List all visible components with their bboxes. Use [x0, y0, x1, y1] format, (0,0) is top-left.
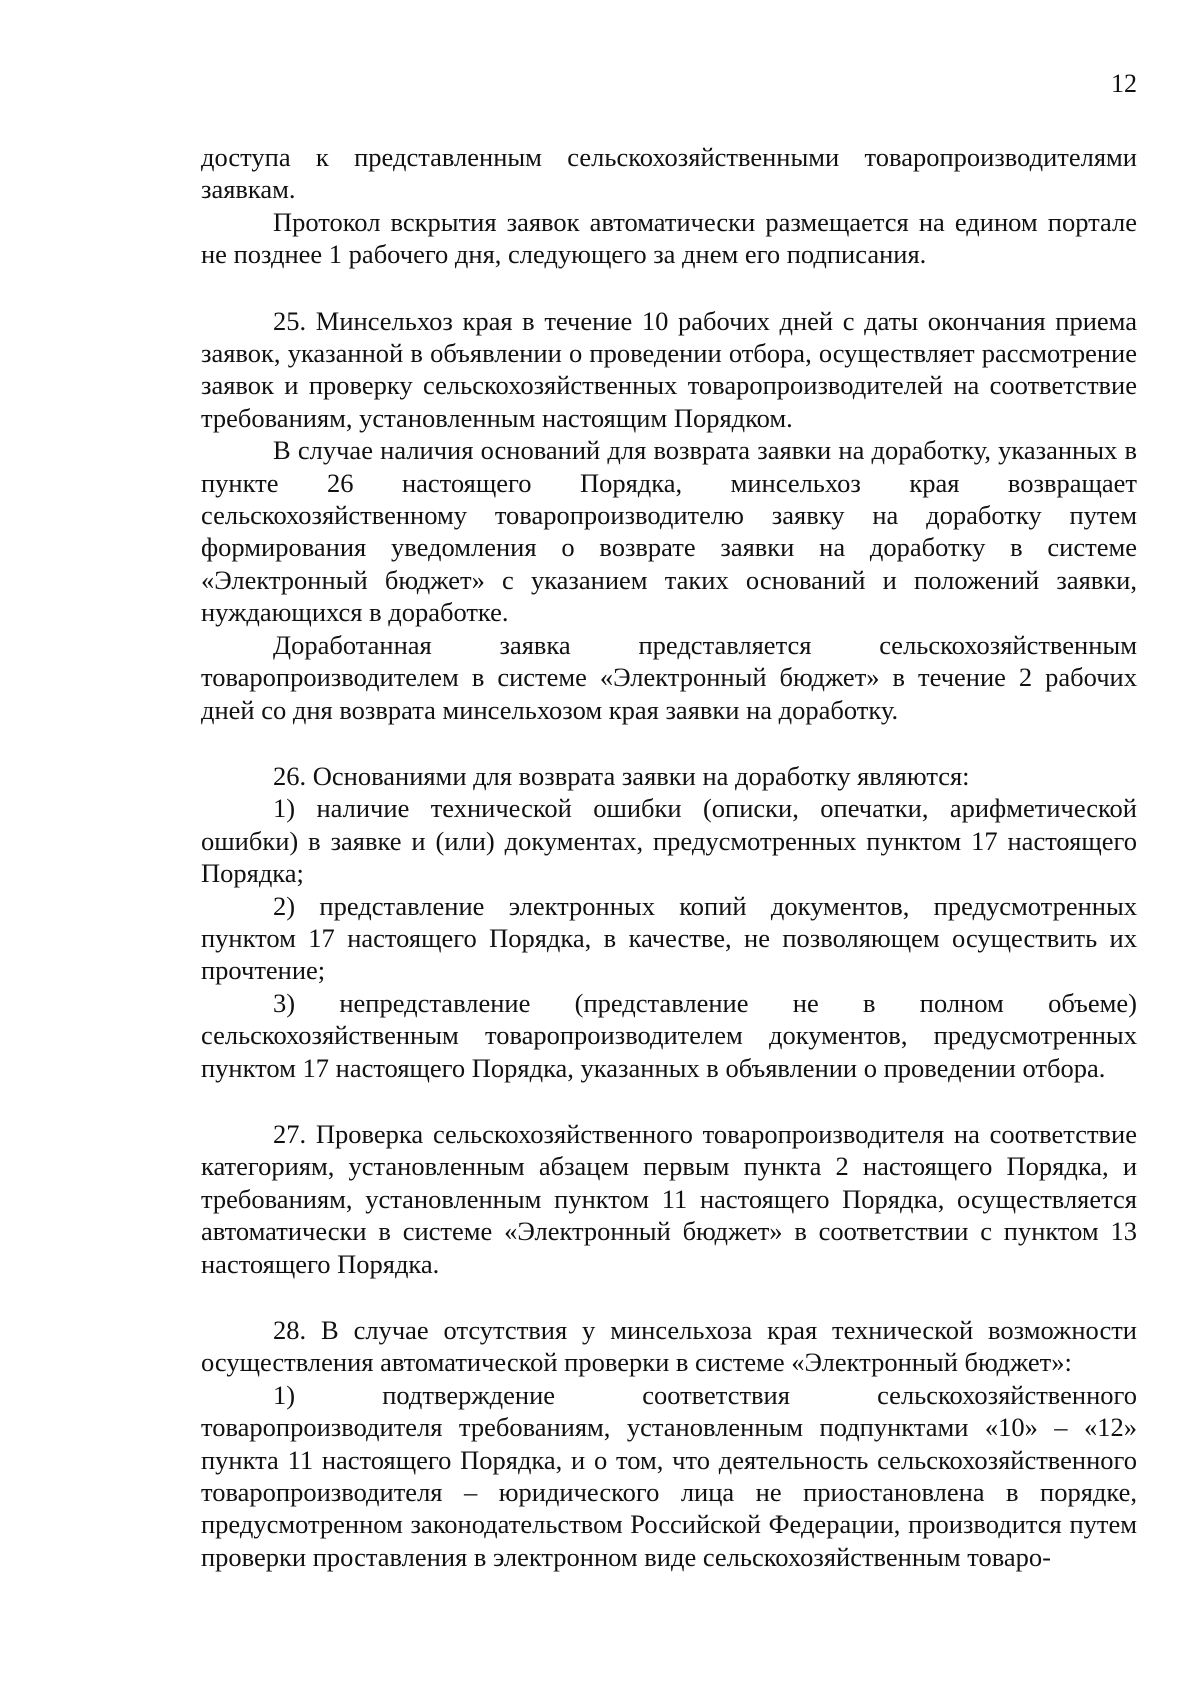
- paragraph-item-26-sub-3: 3) непредставление (представление не в полном объеме) сельскохозяйственным товаропроизводителем документов, предусмотренных пунктом 17 настоящего Порядка, указанных в объявлении о проведении отбора.: [201, 987, 1137, 1083]
- paragraph-item-25: 25. Минсельхоз края в течение 10 рабочих дней с даты окончания приема заявок, указанной в объявлении о проведении отбора, осуществляет рассмотрение заявок и проверку сельскохозяйственных товаропроизводителей на соответствие требованиям, установленным настоящим Порядком.: [201, 305, 1137, 433]
- paragraph-protocol: Протокол вскрытия заявок автоматически размещается на едином портале не позднее 1 рабочего дня, следующего за днем его подписания.: [201, 206, 1137, 270]
- paragraph-item-28: 28. В случае отсутствия у минсельхоза края технической возможности осуществления автоматической проверки в системе «Электронный бюджет»:: [201, 1315, 1137, 1378]
- section-gap: [201, 726, 1137, 760]
- section-gap: [201, 1280, 1137, 1314]
- paragraph-revised-application: Доработанная заявка представляется сельскохозяйственным товаропроизводителем в системе «Электронный бюджет» в течение 2 рабочих дней со дня возврата минсельхозом края заявки на доработку.: [201, 629, 1137, 725]
- section-gap: [201, 1084, 1137, 1118]
- paragraph-item-28-sub-1: 1) подтверждение соответствия сельскохозяйственного товаропроизводителя требованиям, установленным подпунктами «10» – «12» пункта 11 настоящего Порядка, и о том, что деятельность сельскохозяйственного товаропроизводителя – юридического лица не приостановлена в порядке, предусмотренном законодательством Российской Федерации, производится путем проверки проставления в электронном виде сельскохозяйственным товаро-: [201, 1379, 1137, 1572]
- paragraph-return-for-revision: В случае наличия оснований для возврата заявки на доработку, указанных в пункте 26 настоящего Порядка, минсельхоз края возвращает сельскохозяйственному товаропроизводителю заявку на доработку путем формирования уведомления о возврате заявки на доработку в системе «Электронный бюджет» с указанием таких оснований и положений заявки, нуждающихся в доработке.: [201, 435, 1137, 628]
- paragraph-item-26: 26. Основаниями для возврата заявки на доработку являются:: [273, 760, 970, 791]
- paragraph-continuation: доступа к представленным сельскохозяйственными товаропроизводителями заявкам.: [201, 142, 1137, 205]
- paragraph-item-26-sub-1: 1) наличие технической ошибки (описки, опечатки, арифметической ошибки) в заявке и (или) документах, предусмотренных пунктом 17 настоящего Порядка;: [201, 793, 1137, 889]
- page-number: 12: [1111, 69, 1137, 98]
- paragraph-item-26-sub-2: 2) представление электронных копий документов, предусмотренных пунктом 17 настоящего Порядка, в качестве, не позволяющем осуществить их прочтение;: [201, 890, 1137, 986]
- document-body: [201, 141, 1137, 1573]
- paragraph-item-27: 27. Проверка сельскохозяйственного товаропроизводителя на соответствие категориям, установленным абзацем первым пункта 2 настоящего Порядка, и требованиям, установленным пунктом 11 настоящего Порядка, осуществляется автоматически в системе «Электронный бюджет» в соответствии с пунктом 13 настоящего Порядка.: [201, 1118, 1137, 1279]
- section-gap: [201, 271, 1137, 305]
